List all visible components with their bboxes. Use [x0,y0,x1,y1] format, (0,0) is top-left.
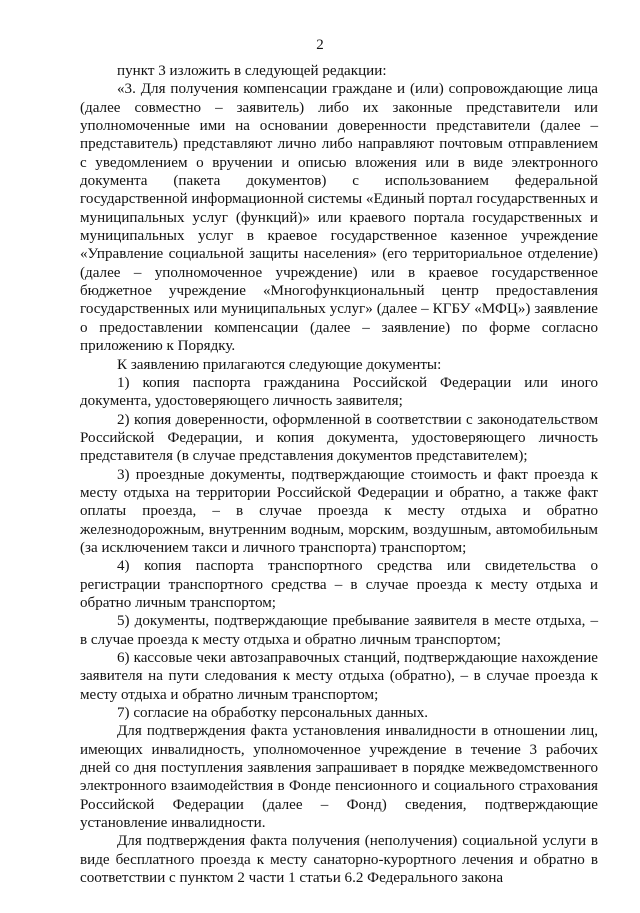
page-number: 2 [316,37,324,53]
paragraph-document-4: 4) копия паспорта транспортного средства или свидетельства о регистрации транспортного средства – в случае проезда к месту отдыха и обратно личным транспортом; [80,558,598,611]
paragraph-documents-intro: К заявлению прилагаются следующие документы: [117,356,442,373]
paragraph-document-3: 3) проездные документы, подтверждающие стоимость и факт проезда к месту отдыха на территории Российской Федерации и обратно, а также факт оплаты проезда, – в случае проезда к месту отдыха и обратно железнодорожным, внутренним водным, морским, воздушным, автомобильным (за исключением такси и личного транспорта) транспортом; [80,466,598,556]
paragraph-amendment-intro: пункт 3 изложить в следующей редакции: [117,63,387,79]
paragraph-disability-verification: Для подтверждения факта установления инвалидности в отношении лиц, имеющих инвалидность, уполномоченное учреждение в течение 3 рабочих дней со дня поступления заявления запрашивает в порядке межведомственного электронного взаимодействия в Фонде пенсионного и социального страхования Российской Федерации (далее – Фонд) сведения, подтверждающие установление инвалидности. [80,723,598,832]
paragraph-document-7: 7) согласие на обработку персональных данных. [117,705,429,722]
paragraph-item-3-text: «3. Для получения компенсации граждане и (или) сопровождающие лица (далее совместно – заявитель) либо их законные представители или уполномоченные ими на основании доверенности представители (далее – представитель) представляют лично либо направляют почтовым отправлением с уведомлением о вручении и описью вложения или в виде электронного документа (пакета документов) с использованием федеральной государственной информационной системы «Единый портал государственных и муниципальных услуг (функций)» или краевого портала государственных и муниципальных услуг в краевое государственное казенное учреждение «Управление социальной защиты населения» (его территориальное отделение) (далее – уполномоченное учреждение) или в краевое государственное бюджетное учреждение «Многофункциональный центр предоставления государственных или муниципальных услуг» (далее – КГБУ «МФЦ») заявление о предоставлении компенсации (далее – заявление) по форме согласно приложению к Порядку. [80,81,598,355]
paragraph-document-1: 1) копия паспорта гражданина Российской Федерации или иного документа, удостоверяющего личность заявителя; [80,374,598,410]
paragraph-social-service-verification: Для подтверждения факта получения (неполучения) социальной услуги в виде бесплатного проезда к месту санаторно-курортного лечения и обратно в соответствии с пунктом 2 части 1 статьи 6.2 Федерального закона [80,833,598,887]
paragraph-document-2: 2) копия доверенности, оформленной в соответствии с законодательством Российской Федерации, и копия документа, удостоверяющего личность представителя (в случае представления документов представителем); [80,411,598,465]
paragraph-document-5: 5) документы, подтверждающие пребывание заявителя в месте отдыха, – в случае проезда к месту отдыха и обратно личным транспортом; [80,613,598,648]
document-body [80,62,598,887]
paragraph-document-6: 6) кассовые чеки автозаправочных станций, подтверждающие нахождение заявителя на пути следования к месту отдыха (обратно), – в случае проезда к месту отдыха и обратно личным транспортом; [80,650,598,703]
